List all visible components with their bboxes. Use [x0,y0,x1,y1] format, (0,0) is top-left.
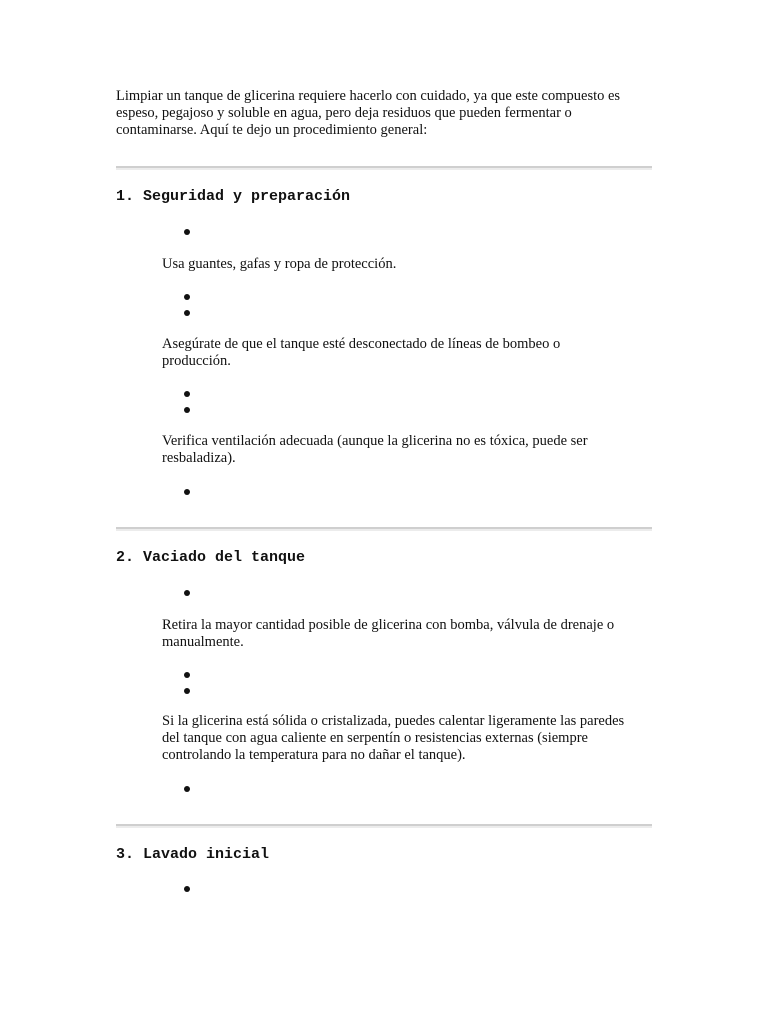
section-heading-2: 2. Vaciado del tanque [116,549,306,566]
bullet-point [184,489,190,495]
section-1-paragraph-1: Usa guantes, gafas y ropa de protección. [162,256,397,272]
bullet-point [184,407,190,413]
bullet-point [184,886,190,892]
bullet-point [184,786,190,792]
bullet-point [184,310,190,316]
section-divider [116,824,652,828]
intro-paragraph: Limpiar un tanque de glicerina requiere hacerlo con cuidado, ya que este compuesto es espeso, pegajoso y soluble en agua, pero deja residuos que pueden fermentar o contaminarse. Aquí te dejo un procedimiento general: [116,88,621,138]
bullet-point [184,294,190,300]
section-divider [116,527,652,531]
section-1-paragraph-3: Verifica ventilación adecuada (aunque la glicerina no es tóxica, puede ser resbaladiza). [162,433,588,466]
bullet-point [184,590,190,596]
bullet-point [184,391,190,397]
bullet-point [184,672,190,678]
section-1-paragraph-2: Asegúrate de que el tanque esté desconectado de líneas de bombeo o producción. [162,336,561,369]
section-heading-3: 3. Lavado inicial [116,846,270,863]
bullet-point [184,229,190,235]
bullet-point [184,688,190,694]
section-2-paragraph-1: Retira la mayor cantidad posible de glicerina con bomba, válvula de drenaje o manualmente. [162,617,615,650]
section-2-paragraph-2: Si la glicerina está sólida o cristalizada, puedes calentar ligeramente las paredes del tanque con agua caliente en serpentín o resistencias externas (siempre controlando la temperatura para no dañar el tanque). [162,713,625,763]
section-heading-1: 1. Seguridad y preparación [116,188,351,205]
section-divider [116,166,652,170]
